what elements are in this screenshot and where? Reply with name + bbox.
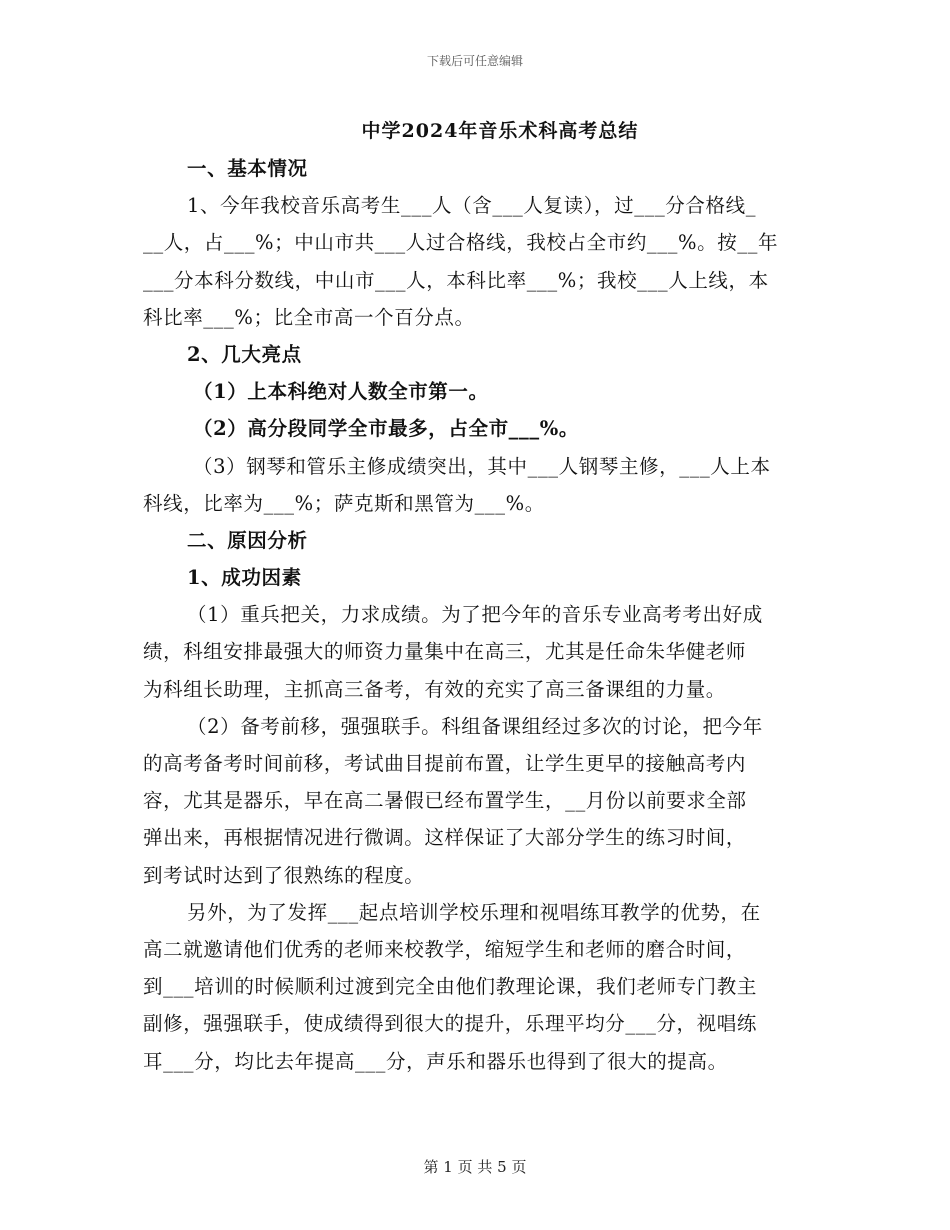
paragraph-line: （3）钢琴和管乐主修成绩突出，其中___人钢琴主修，___人上本 xyxy=(193,454,771,478)
document-body xyxy=(143,150,809,1080)
document-title: 中学2024年音乐术科高考总结 xyxy=(361,120,639,142)
highlight-item: （2）高分段同学全市最多，占全市___%。 xyxy=(193,417,579,441)
section-heading-analysis: 二、原因分析 xyxy=(187,528,308,552)
subheading-highlights: 2、几大亮点 xyxy=(187,342,302,366)
paragraph-line: 到考试时达到了很熟练的程度。 xyxy=(143,863,425,887)
subheading-success-factors: 1、成功因素 xyxy=(187,566,302,590)
paragraph-line: __人，占___%；中山市共___人过合格线，我校占全市约___%。按__年 xyxy=(143,231,779,255)
paragraph-line: 高二就邀请他们优秀的老师来校教学，缩短学生和老师的磨合时间， xyxy=(143,937,747,961)
paragraph-line: 科线，比率为___%；萨克斯和黑管为___%。 xyxy=(143,491,545,515)
paragraph-line: 1、今年我校音乐高考生___人（含___人复读），过___分合格线_ xyxy=(187,194,757,218)
highlight-item: （1）上本科绝对人数全市第一。 xyxy=(193,380,489,404)
paragraph-line: 到___培训的时候顺利过渡到完全由他们教理论课，我们老师专门教主 xyxy=(143,975,757,999)
paragraph-line: 耳___分，均比去年提高___分，声乐和器乐也得到了很大的提高。 xyxy=(143,1049,728,1073)
paragraph-line: 为科组长助理，主抓高三备考，有效的充实了高三备课组的力量。 xyxy=(143,677,726,701)
paragraph-line: 绩，科组安排最强大的师资力量集中在高三，尤其是任命朱华健老师 xyxy=(143,640,747,664)
header-note: 下载后可任意编辑 xyxy=(426,54,523,68)
paragraph-line: 的高考备考时间前移，考试曲目提前布置，让学生更早的接触高考内 xyxy=(143,752,747,775)
paragraph-line: 容，尤其是器乐，早在高二暑假已经布置学生，__月份以前要求全部 xyxy=(143,789,747,813)
paragraph-line: 另外，为了发挥___起点培训学校乐理和视唱练耳教学的优势，在 xyxy=(187,900,761,924)
paragraph-line: 科比率___%；比全市高一个百分点。 xyxy=(143,305,475,329)
paragraph-line: （1）重兵把关，力求成绩。为了把今年的音乐专业高考考出好成 xyxy=(187,603,763,627)
section-heading-basic: 一、基本情况 xyxy=(187,157,308,180)
paragraph-line: 弹出来，再根据情况进行微调。这样保证了大部分学生的练习时间， xyxy=(143,826,747,850)
paragraph-line: 副修，强强联手，使成绩得到很大的提升，乐理平均分___分，视唱练 xyxy=(143,1012,757,1036)
page-footer: 第 1 页 共 5 页 xyxy=(423,1158,527,1176)
paragraph-line: （2）备考前移，强强联手。科组备课组经过多次的讨论，把今年 xyxy=(187,714,763,738)
paragraph-line: ___分本科分数线，中山市___人，本科比率___%；我校___人上线，本 xyxy=(143,268,769,292)
